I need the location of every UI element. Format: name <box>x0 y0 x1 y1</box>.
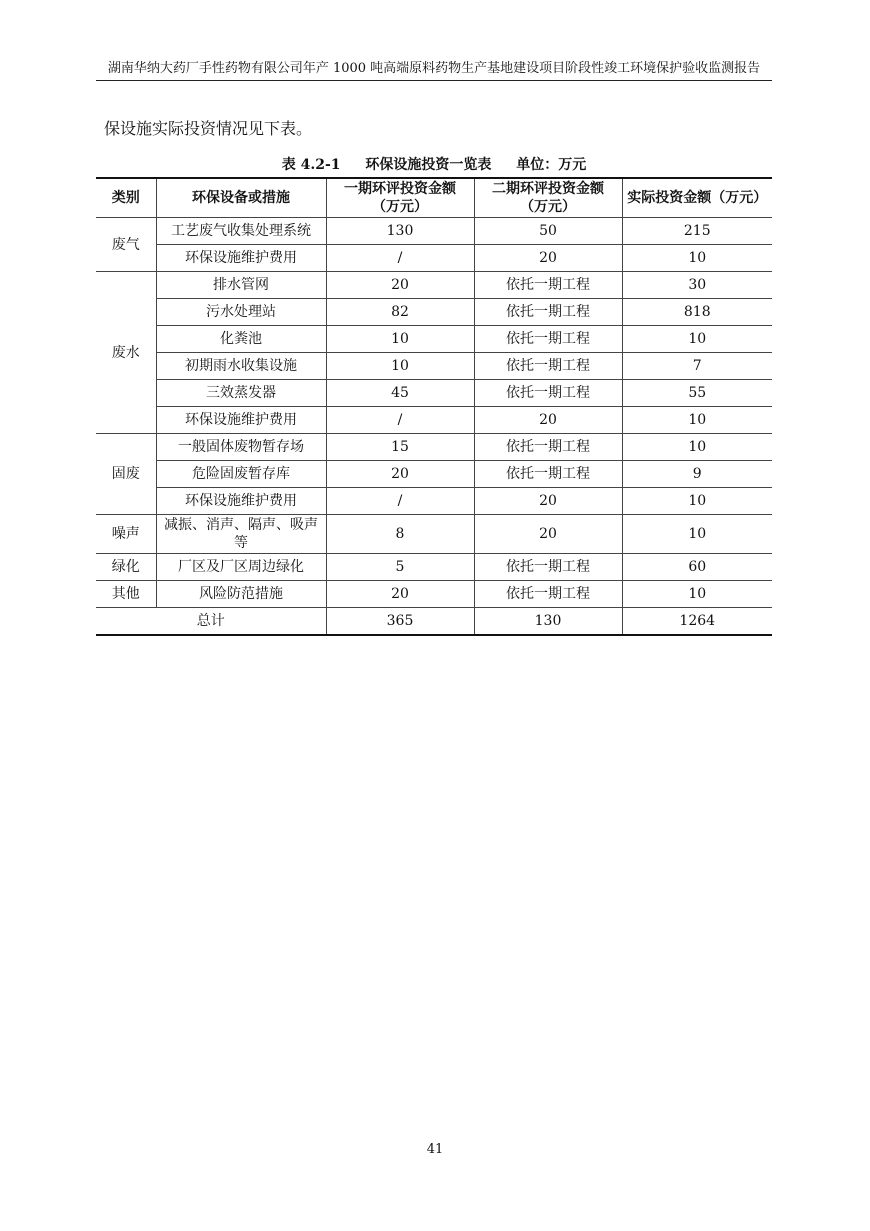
phase2-cell: 20 <box>474 515 622 554</box>
header-phase1: 一期环评投资金额（万元） <box>326 178 474 218</box>
total-label: 总计 <box>96 608 326 636</box>
phase1-cell: 20 <box>326 272 474 299</box>
phase1-cell: / <box>326 488 474 515</box>
table-row <box>96 581 772 608</box>
running-header: 湖南华纳大药厂手性药物有限公司年产 1000 吨高端原料药物生产基地建设项目阶段性竣工环境保护验收监测报告 <box>107 61 761 76</box>
measure-cell: 初期雨水收集设施 <box>156 353 326 380</box>
actual-cell: 215 <box>622 218 772 245</box>
phase2-cell: 20 <box>474 407 622 434</box>
measure-cell: 风险防范措施 <box>156 581 326 608</box>
measure-cell: 环保设施维护费用 <box>156 488 326 515</box>
table-caption-title: 环保设施投资一览表 <box>365 157 492 173</box>
actual-cell: 60 <box>622 554 772 581</box>
measure-cell: 一般固体废物暂存场 <box>156 434 326 461</box>
phase2-cell: 依托一期工程 <box>474 380 622 407</box>
measure-cell: 工艺废气收集处理系统 <box>156 218 326 245</box>
header-measure: 环保设备或措施 <box>156 178 326 218</box>
total-phase1: 365 <box>326 608 474 636</box>
measure-cell: 减振、消声、隔声、吸声等 <box>156 515 326 554</box>
table-row <box>96 461 772 488</box>
actual-cell: 10 <box>622 515 772 554</box>
phase2-cell: 依托一期工程 <box>474 554 622 581</box>
measure-cell: 排水管网 <box>156 272 326 299</box>
table-row <box>96 299 772 326</box>
phase2-cell: 50 <box>474 218 622 245</box>
table-row <box>96 245 772 272</box>
phase1-cell: 15 <box>326 434 474 461</box>
phase1-cell: 82 <box>326 299 474 326</box>
phase1-cell: 5 <box>326 554 474 581</box>
intro-paragraph: 保设施实际投资情况见下表。 <box>104 119 313 138</box>
actual-cell: 10 <box>622 326 772 353</box>
table-row <box>96 488 772 515</box>
actual-cell: 7 <box>622 353 772 380</box>
measure-cell: 化粪池 <box>156 326 326 353</box>
total-actual: 1264 <box>622 608 772 636</box>
header-actual: 实际投资金额（万元） <box>622 178 772 218</box>
category-cell: 其他 <box>96 581 156 608</box>
actual-cell: 55 <box>622 380 772 407</box>
phase2-cell: 依托一期工程 <box>474 581 622 608</box>
phase2-cell: 依托一期工程 <box>474 353 622 380</box>
category-cell: 噪声 <box>96 515 156 554</box>
measure-cell: 危险固废暂存库 <box>156 461 326 488</box>
measure-cell: 三效蒸发器 <box>156 380 326 407</box>
phase1-cell: 45 <box>326 380 474 407</box>
header-category: 类别 <box>96 178 156 218</box>
table-row <box>96 218 772 245</box>
category-cell: 固废 <box>96 434 156 515</box>
investment-table <box>96 177 772 636</box>
table-caption-unit: 单位：万元 <box>516 157 587 173</box>
phase2-cell: 依托一期工程 <box>474 272 622 299</box>
actual-cell: 9 <box>622 461 772 488</box>
measure-cell: 环保设施维护费用 <box>156 407 326 434</box>
phase1-cell: / <box>326 407 474 434</box>
phase2-cell: 依托一期工程 <box>474 326 622 353</box>
total-row <box>96 608 772 636</box>
table-row <box>96 515 772 554</box>
phase2-cell: 依托一期工程 <box>474 434 622 461</box>
table-row <box>96 407 772 434</box>
phase1-cell: 10 <box>326 326 474 353</box>
header-divider <box>96 80 772 81</box>
table-caption-id: 表 4.2-1 <box>281 157 341 173</box>
table-row <box>96 434 772 461</box>
measure-cell: 厂区及厂区周边绿化 <box>156 554 326 581</box>
phase1-cell: 20 <box>326 581 474 608</box>
actual-cell: 10 <box>622 245 772 272</box>
actual-cell: 10 <box>622 407 772 434</box>
phase2-cell: 20 <box>474 488 622 515</box>
phase1-cell: 10 <box>326 353 474 380</box>
category-cell: 废气 <box>96 218 156 272</box>
total-phase2: 130 <box>474 608 622 636</box>
table-row <box>96 326 772 353</box>
phase2-cell: 20 <box>474 245 622 272</box>
table-header-row <box>96 178 772 218</box>
actual-cell: 10 <box>622 488 772 515</box>
phase1-cell: 20 <box>326 461 474 488</box>
page-number: 41 <box>426 1142 444 1157</box>
table-row <box>96 353 772 380</box>
phase1-cell: 8 <box>326 515 474 554</box>
phase2-cell: 依托一期工程 <box>474 461 622 488</box>
table-row <box>96 554 772 581</box>
measure-cell: 污水处理站 <box>156 299 326 326</box>
actual-cell: 10 <box>622 434 772 461</box>
phase1-cell: / <box>326 245 474 272</box>
phase1-cell: 130 <box>326 218 474 245</box>
category-cell: 绿化 <box>96 554 156 581</box>
table-row <box>96 272 772 299</box>
actual-cell: 30 <box>622 272 772 299</box>
actual-cell: 10 <box>622 581 772 608</box>
table-row <box>96 380 772 407</box>
actual-cell: 818 <box>622 299 772 326</box>
header-phase2: 二期环评投资金额（万元） <box>474 178 622 218</box>
table-caption <box>96 155 772 175</box>
measure-cell: 环保设施维护费用 <box>156 245 326 272</box>
phase2-cell: 依托一期工程 <box>474 299 622 326</box>
category-cell: 废水 <box>96 272 156 434</box>
